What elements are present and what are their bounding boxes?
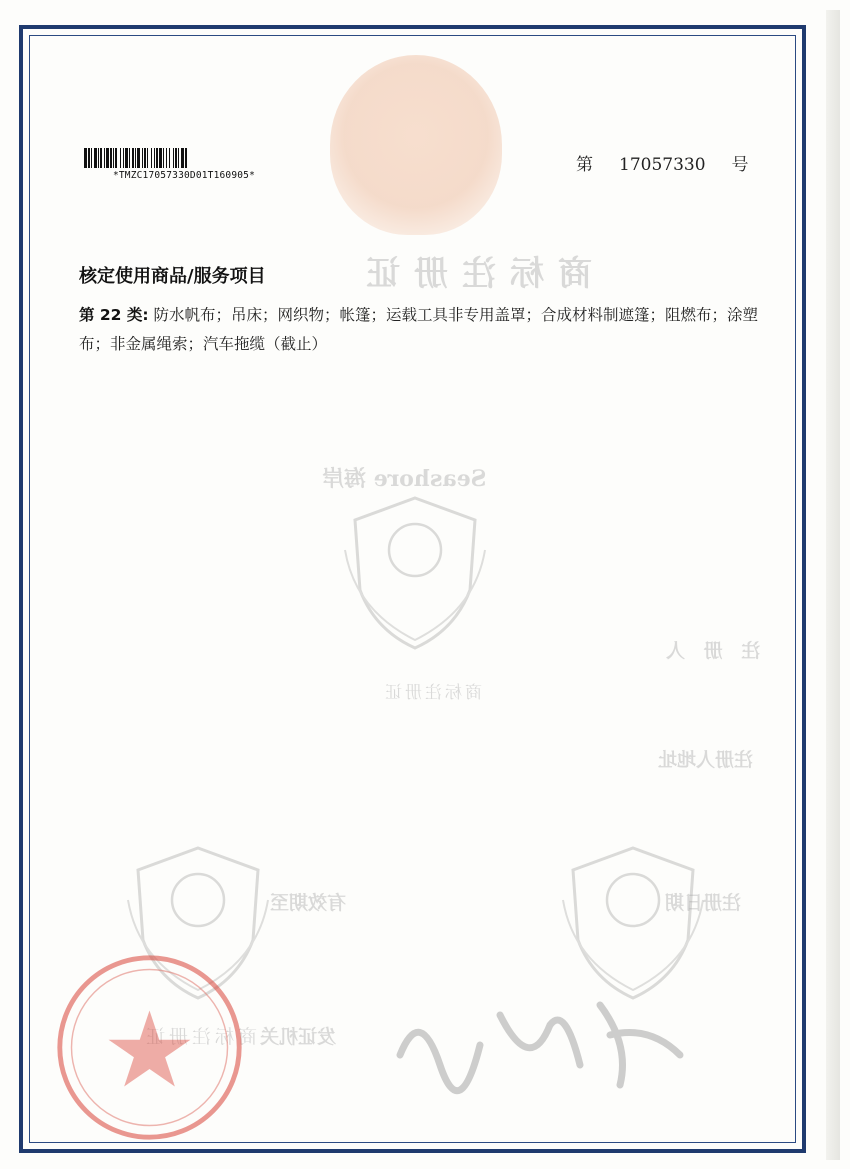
page-edge-shadow	[826, 10, 840, 1160]
barcode	[84, 148, 284, 181]
barcode-bars	[84, 148, 284, 168]
goods-list	[79, 301, 759, 359]
goods-class: 第 22 类:	[79, 306, 149, 324]
ghost-cert-name: 商标注册证	[382, 683, 482, 703]
ghost-registrant-label: 注 册 人	[660, 640, 761, 662]
ghost-address-label: 注册人地址	[658, 749, 754, 771]
ghost-mark-text: Seashore 海岸	[322, 466, 487, 492]
number-suffix: 号	[731, 155, 749, 175]
barcode-bar	[187, 148, 188, 168]
barcode-text: *TMZC17057330D01T160905*	[112, 170, 256, 181]
number-prefix: 第	[576, 155, 593, 175]
ghost-issuer-label: 发证机关	[260, 1026, 337, 1048]
section-title: 核定使用商品/服务项目	[79, 266, 266, 287]
goods-items: 防水帆布；吊床；网织物；帐篷；运载工具非专用盖罩；合成材料制遮篷；阻燃布；涂塑布；非金属绳索；汽车拖缆（截止）	[79, 306, 758, 353]
number-value: 17057330	[619, 155, 706, 175]
ghost-cert-name-bottom: 商标注册证	[142, 1026, 258, 1048]
ghost-validity-label: 有效期至	[270, 892, 347, 914]
certificate-inner-border	[29, 35, 796, 1143]
ghost-title: 商标注册证	[352, 254, 592, 294]
registration-number	[576, 150, 749, 175]
ghost-date-label: 注册日期	[665, 892, 742, 914]
